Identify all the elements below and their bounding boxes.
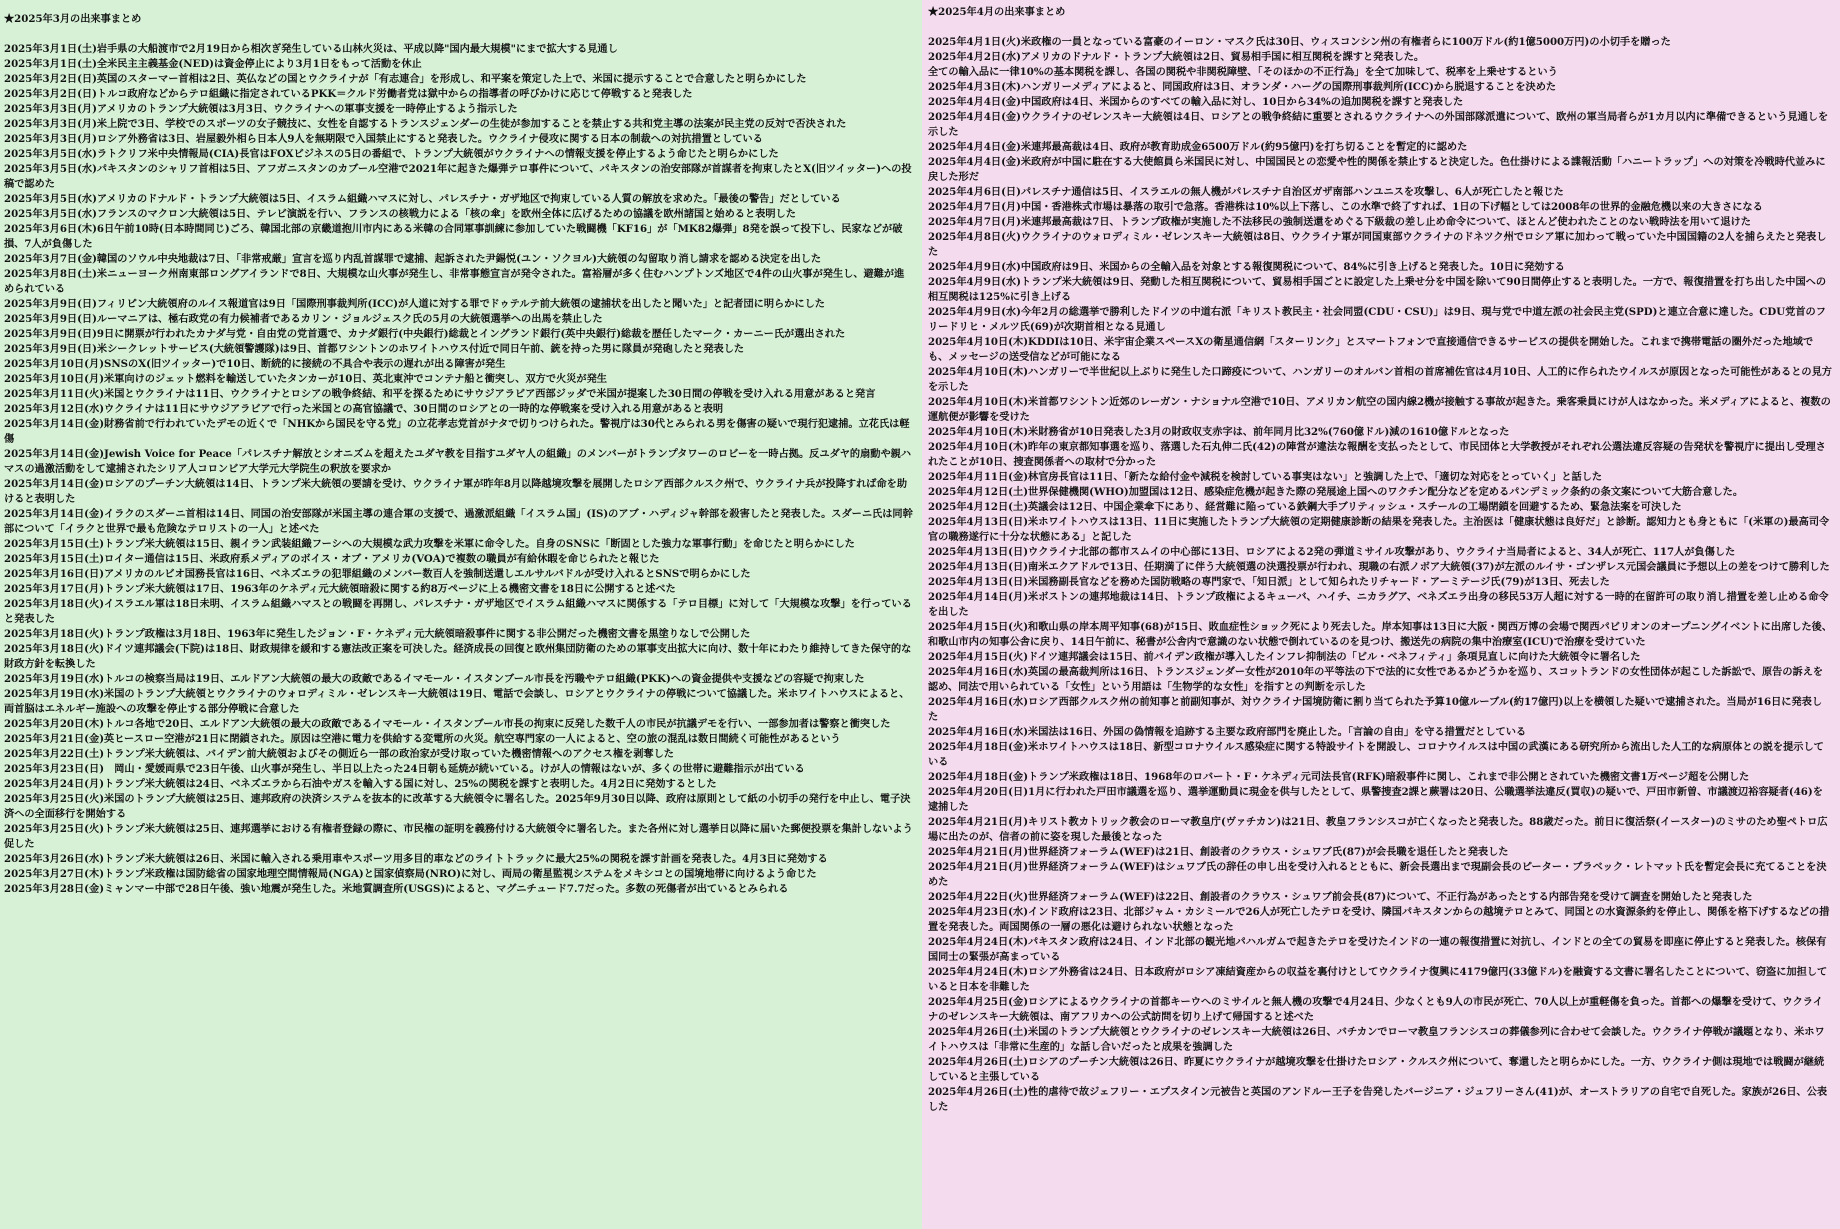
april-entry: 2025年4月24日(木)ロシア外務省は24日、日本政府がロシア凍結資産からの収益を裏付けとしてウクライナ復興に4179億円(33億ドル)を融資する文書に署名したことについて、窃盗に加担していると日本を非難した [928,966,1828,993]
march-entry: 2025年3月7日(金)韓国のソウル中央地裁は7日、「非常戒厳」宣言を巡り内乱首謀罪で逮捕、起訴された尹錫悦(ユン・ソクヨル)大統領の勾留取り消し請求を認める決定を出した [4,253,822,265]
march-entry: 2025年3月9日(日)9日に開票が行われたカナダ与党・自由党の党首選で、カナダ銀行(中央銀行)総裁とイングランド銀行(英中央銀行)総裁を歴任したマーク・カーニー氏が選出された [4,328,846,340]
april-entry: 2025年4月26日(土)性的虐待で故ジェフリー・エプスタイン元被告と英国のアンドルー王子を告発したバージニア・ジュフリーさん(41)が、オーストラリアの自宅で自死した。家族が26日、公表した [928,1086,1828,1113]
march-entry: 2025年3月14日(金)イラクのスダーニ首相は14日、同国の治安部隊が米国主導の連合軍の支援で、過激派組織「イスラム国」(IS)のアブ・ハディジャ幹部を殺害したと発表した。スダーニ氏は同幹部について「イラクと世界で最も危険なテロリストの一人」と述べた [4,508,913,535]
march-heading: ★2025年3月の出来事まとめ [4,13,142,25]
april-entry: 2025年4月11日(金)林官房長官は11日、「新たな給付金や減税を検討している事実はない」と強調した上で、「適切な対応をとっていく」と話した [928,471,1603,483]
march-entry: 2025年3月3日(月)アメリカのトランプ大統領は3月3日、ウクライナへの軍事支援を一時停止するよう指示した [4,103,518,115]
march-entry: 2025年3月28日(金)ミャンマー中部で28日午後、強い地震が発生した。米地質調査所(USGS)によると、マグニチュード7.7だった。多数の死傷者が出ているとみられる [4,883,789,895]
april-entry: 2025年4月13日(日)米国務副長官などを務めた国防戦略の専門家で、「知日派」として知られたリチャード・アーミテージ氏(79)が13日、死去した [928,576,1610,588]
march-entry: 2025年3月5日(水)フランスのマクロン大統領は5日、テレビ演説を行い、フランスの核戦力による「核の傘」を欧州全体に広げるための協議を欧州諸国と始めると表明した [4,208,796,220]
april-entry: 2025年4月10日(木)KDDIは10日、米宇宙企業スペースXの衛星通信網「スターリンク」とスマートフォンで直接通信できるサービスの提供を開始した。これまで携帯電話の圏外だった地域でも、メッセージの送受信などが可能になる [928,336,1814,363]
march-entry: 2025年3月18日(火)ドイツ連邦議会(下院)は18日、財政規律を緩和する憲法改正案を可決した。経済成長の回復と欧州集団防衛のための軍事支出拡大に向け、数十年にわたり維持してきた保守的な財政方針を転換した [4,643,912,670]
april-entry: 2025年4月15日(火)ドイツ連邦議会は15日、前バイデン政権が導入したインフレ抑制法の「ビル・ベネフィティ」条項見直しに向けた大統領令に署名した [928,651,1641,663]
april-entry: 2025年4月22日(火)世界経済フォーラム(WEF)は22日、創設者のクラウス・シュワブ前会長(87)について、不正行為があったとする内部告発を受けて調査を開始したと発表した [928,891,1753,903]
march-entry: 2025年3月9日(日)米シークレットサービス(大統領警護隊)は9日、首都ワシントンのホワイトハウス付近で同日午前、銃を持った男に隊員が発砲したと発表した [4,343,745,355]
april-entry: 2025年4月4日(金)米連邦最高裁は4日、政府が教育助成金6500万ドル(約95億円)を打ち切ることを暫定的に認めた [928,141,1468,153]
march-entry: 2025年3月2日(日)英国のスターマー首相は2日、英仏などの国とウクライナが「有志連合」を形成し、和平案を策定した上で、米国に提示することで合意したと明らかにした [4,73,807,85]
april-entry: 2025年4月14日(月)米ボストンの連邦地裁は14日、トランプ政権によるキューバ、ハイチ、ニカラグア、ベネズエラ出身の移民53万人超に対する一時的在留許可の取り消し措置を差し止める命令を出した [928,591,1829,618]
april-entry: 2025年4月20日(日)1月に行われた戸田市議選を巡り、選挙運動員に現金を供与したとして、県警捜査2課と蕨署は20日、公職選挙法違反(買収)の疑いで、戸田市新曽、市議渡辺裕容疑者(46)を逮捕した [928,786,1823,813]
april-entry: 2025年4月4日(金)ウクライナのゼレンスキー大統領は4日、ロシアとの戦争終結に重要とされるウクライナへの外国部隊派遣について、欧州の軍当局者らが1カ月以内に準備できるという見通しを示した [928,111,1829,138]
april-entry: 2025年4月4日(金)中国政府は4日、米国からのすべての輸入品に対し、10日から34%の追加関税を課すと発表した [928,96,1464,108]
march-entry: 2025年3月9日(日)フィリピン大統領府のルイス報道官は9日「国際刑事裁判所(ICC)が人道に対する罪でドゥテルテ前大統領の逮捕状を出したと聞いた」と記者団に明らかにした [4,298,825,310]
march-entry: 2025年3月15日(土)トランプ米大統領は15日、親イラン武装組織フーシへの大規模な武力攻撃を米軍に命令した。自身のSNSに「断固とした強力な軍事行動」を命じたと明らかにした [4,538,855,550]
april-entry: 2025年4月12日(土)英議会は12日、中国企業傘下にあり、経営難に陥っている鉄鋼大手ブリティッシュ・スチールの工場閉鎖を回避するため、緊急法案を可決した [928,501,1682,513]
march-entry: 2025年3月15日(土)ロイター通信は15日、米政府系メディアのボイス・オブ・アメリカ(VOA)で複数の職員が有給休暇を命じられたと報じた [4,553,660,565]
april-entry: 2025年4月1日(火)米政権の一員となっている富豪のイーロン・マスク氏は30日、ウィスコンシン州の有権者らに100万ドル(約1億5000万円)の小切手を贈った [928,36,1671,48]
april-entry: 2025年4月10日(木)米首都ワシントン近郊のレーガン・ナショナル空港で10日、アメリカン航空の国内線2機が接触する事故が起きた。乗客乗員にけが人はなかった。米メディアによると、複数の運航便が影響を受けた [928,396,1831,423]
april-entry: 2025年4月6日(日)パレスチナ通信は5日、イスラエルの無人機がパレスチナ自治区ガザ南部ハンユニスを攻撃し、6人が死亡したと報じた [928,186,1564,198]
march-entry: 2025年3月23日(日) 岡山・愛媛両県で23日午後、山火事が発生し、半日以上たった24日朝も延焼が続いている。けが人の情報はないが、多くの世帯に避難指示が出ている [4,763,805,775]
april-entry: 2025年4月24日(木)パキスタン政府は24日、インド北部の観光地パハルガムで起きたテロを受けたインドの一連の報復措置に対抗し、インドとの全ての貿易を即座に停止すると発表した。核保有国同士の緊張が高まっている [928,936,1827,963]
march-entry: 2025年3月18日(火)トランプ政権は3月18日、1963年に発生したジョン・F・ケネディ元大統領暗殺事件に関する非公開だった機密文書を黒塗りなしで公開した [4,628,751,640]
march-entry: 2025年3月10日(月)SNSのX(旧ツイッター)で10日、断続的に接続の不具合や表示の遅れが出る障害が発生 [4,358,506,370]
april-entry: 2025年4月9日(水)今年2月の総選挙で勝利したドイツの中道右派「キリスト教民主・社会同盟(CDU・CSU)」は9日、現与党で中道左派の社会民主党(SPD)と連立合意に達した。CDU党首のフリードリヒ・メルツ氏(69)が次期首相となる見通し [928,306,1826,333]
april-entry: 2025年4月13日(日)米ホワイトハウスは13日、11日に実施したトランプ大統領の定期健康診断の結果を発表した。主治医は「健康状態は良好だ」と診断。認知力とも身ともに「(米軍の)最高司令官の職務遂行に十分な状態にある」と記した [928,516,1830,543]
march-entry: 2025年3月14日(金)Jewish Voice for Peace「パレスチナ解放とシオニズムを超えたユダヤ教を目指すユダヤ人の組織」のメンバーがトランプタワーのロビーを一時占拠。反ユダヤ的扇動や親ハマスの過激活動をして逮捕されたシリア人コロンビア大学元大学院生の釈放を要求か [4,448,912,475]
march-entry: 2025年3月17日(月)トランプ米大統領は17日、1963年のケネディ元大統領暗殺に関する約8万ページに上る機密文書を18日に公開すると述べた [4,583,676,595]
april-entry: 2025年4月12日(土)世界保健機関(WHO)加盟国は12日、感染症危機が起きた際の発展途上国へのワクチン配分などを定めるパンデミック条約の条文案について大筋合意した。 [928,486,1744,498]
march-entry: 2025年3月18日(火)イスラエル軍は18日未明、イスラム組織ハマスとの戦闘を再開し、パレスチナ・ガザ地区でイスラム組織ハマスに関係する「テロ目標」に対して「大規模な攻撃」を行っていると発表した [4,598,912,625]
april-column [922,0,1840,1229]
march-entry: 2025年3月5日(水)パキスタンのシャリフ首相は5日、アフガニスタンのカブール空港で2021年に起きた爆弾テロ事件について、パキスタンの治安部隊が首謀者を拘束したとX(旧ツイッター)への投稿で認めた [4,163,912,190]
april-entry: 2025年4月4日(金)米政府が中国に駐在する大使館員ら米国民に対し、中国国民との恋愛や性的関係を禁止すると決定した。色仕掛けによる諜報活動「ハニートラップ」への対策を冷戦時代並みに戻した形だ [928,156,1826,183]
april-entry-list [928,35,1832,1115]
march-entry: 2025年3月21日(金)英ヒースロー空港が21日に閉鎖された。原因は空港に電力を供給する変電所の火災。航空専門家の一人によると、空の旅の混乱は数日間続く可能性があるという [4,733,841,745]
april-entry: 2025年4月7日(月)中国・香港株式市場は暴落の取引で急落。香港株は10%以上下落し、この水準で終了すれば、1日の下げ幅としては2008年の世界的金融危機以来の大きさになる [928,201,1763,213]
march-entry: 2025年3月3日(月)ロシア外務省は3日、岩屋毅外相ら日本人9人を無期限で入国禁止にすると発表した。ウクライナ侵攻に関する日本の制裁への対抗措置としている [4,133,763,145]
april-entry: 2025年4月18日(金)米ホワイトハウスは18日、新型コロナウイルス感染症に関する特設サイトを開設し、コロナウイルスは中国の武漢にある研究所から流出した人工的な病原体との説を提示している [928,741,1824,768]
march-entry-list [4,42,914,897]
april-entry: 2025年4月9日(水)中国政府は9日、米国からの全輸入品を対象とする報復関税について、84%に引き上げると発表した。10日に発効する [928,261,1565,273]
march-entry: 2025年3月8日(土)米ニューヨーク州南東部ロングアイランドで8日、大規模な山火事が発生し、非常事態宣言が発令された。富裕層が多く住むハンプトンズ地区で4件の山火事が発生し、避難が進められている [4,268,905,295]
april-entry: 2025年4月21日(月)世界経済フォーラム(WEF)は21日、創設者のクラウス・シュワブ氏(87)が会長職を退任したと発表した [928,846,1509,858]
april-entry: 2025年4月8日(火)ウクライナのウォロディミル・ゼレンスキー大統領は8日、ウクライナ軍が同国東部ウクライナのドネツク州でロシア軍に加わって戦っていた中国国籍の2人を捕らえたと発表した [928,231,1827,258]
april-entry: 2025年4月10日(木)昨年の東京都知事選を巡り、落選した石丸伸二氏(42)の陣営が違法な報酬を支払ったとして、市民団体と大学教授がそれぞれ公選法違反容疑の告発状を警視庁に提出し受理されたことが10日、捜査関係者への取材で分かった [928,441,1826,468]
march-entry: 2025年3月25日(火)米国のトランプ大統領は25日、連邦政府の決済システムを抜本的に改革する大統領令に署名した。2025年9月30日以降、政府は原則として紙の小切手の発行を中止し、電子決済への全面移行を開始する [4,793,911,820]
march-entry: 2025年3月22日(土)トランプ米大統領は、バイデン前大統領およびその側近ら一部の政治家が受け取っていた機密情報へのアクセス権を剥奪した [4,748,674,760]
april-entry: 2025年4月10日(木)ハンガリーで半世紀以上ぶりに発生した口蹄疫について、ハンガリーのオルバン首相の首席補佐官は4月10日、人工的に作られたウイルスが原因となった可能性があるとの見方を示した [928,366,1832,393]
march-entry: 2025年3月10日(月)米軍向けのジェット燃料を輸送していたタンカーが10日、英北東沖でコンテナ船と衝突し、双方で火災が発生 [4,373,607,385]
april-entry: 2025年4月25日(金)ロシアによるウクライナの首都キーウへのミサイルと無人機の攻撃で4月24日、少なくとも9人の市民が死亡、70人以上が重軽傷を負った。首都への爆撃を受けて、ウクライナのゼレンスキー大統領は、南アフリカへの公式訪問を切り上げて帰国すると述べた [928,996,1823,1023]
march-entry: 2025年3月19日(水)トルコの検察当局は19日、エルドアン大統領の最大の政敵であるイマモール・イスタンブール市長を汚職やテロ組織(PKK)への資金提供や支援などの容疑で拘束した [4,673,865,685]
april-entry: 2025年4月21日(月)キリスト教カトリック教会のローマ教皇庁(ヴァチカン)は21日、教皇フランシスコが亡くなったと発表した。88歳だった。前日に復活祭(イースター)のミサのため聖ペトロ広場に出たのが、信者の前に姿を現した最後となった [928,816,1828,843]
april-entry: 2025年4月18日(金)トランプ米政権は18日、1968年のロバート・F・ケネディ元司法長官(RFK)暗殺事件に関し、これまで非公開とされていた機密文書1万ページ超を公開した [928,771,1750,783]
march-entry: 2025年3月1日(土)岩手県の大船渡市で2月19日から相次ぎ発生している山林火災は、平成以降"国内最大規模"にまで拡大する見通し [4,43,618,55]
march-entry: 2025年3月2日(日)トルコ政府などからテロ組織に指定されているPKK＝クルド労働者党は獄中からの指導者の呼びかけに応じて停戦すると発表した [4,88,693,100]
april-entry: 2025年4月21日(月)世界経済フォーラム(WEF)はシュワブ氏の辞任の申し出を受け入れるとともに、新会長選出まで現副会長のピーター・ブラベック・レトマット氏を暫定会長に充てることを決めた [928,861,1827,888]
april-entry: 2025年4月10日(木)米財務省が10日発表した3月の財政収支赤字は、前年同月比32%(760億ドル)減の1610億ドルとなった [928,426,1510,438]
april-entry: 2025年4月16日(水)英国の最高裁判所は16日、トランスジェンダー女性が2010年の平等法の下で法的に女性であるかどうかを巡り、スコットランドの女性団体が起こした訴訟で、原告の訴えを認め、同法で用いられている「女性」という用語は「生物学的な女性」を指すとの判断を示した [928,666,1824,693]
march-entry: 2025年3月24日(月)トランプ米大統領は24日、ベネズエラから石油やガスを輸入する国に対し、25%の関税を課すと表明した。4月2日に発効するとした [4,778,717,790]
march-entry: 2025年3月1日(土)全米民主主義基金(NED)は資金停止により3月1日をもって活動を休止 [4,58,422,70]
april-entry: 2025年4月16日(水)ロシア西部クルスク州の前知事と前副知事が、対ウクライナ国境防衛に割り当てられた予算10億ルーブル(約17億円)以上を横領した疑いで逮捕された。当局が16日に発表した [928,696,1823,723]
april-entry: 2025年4月7日(月)米連邦最高裁は7日、トランプ政権が実施した不法移民の強制送還をめぐる下級裁の差し止め命令について、ほとんど使われたことのない戦時法を用いて退けた [928,216,1751,228]
march-entry: 2025年3月5日(水)ラトクリフ米中央情報局(CIA)長官はFOXビジネスの5日の番組で、トランプ大統領がウクライナへの情報支援を停止するよう命じたと明らかにした [4,148,779,160]
march-entry: 2025年3月5日(水)アメリカのドナルド・トランプ大統領は5日、イスラム組織ハマスに対し、パレスチナ・ガザ地区で拘束している人質の解放を求めた。「最後の警告」だとしている [4,193,841,205]
april-entry: 2025年4月13日(日)南米エクアドルで13日、任期満了に伴う大統領選の決選投票が行われ、現職の右派ノボア大統領(37)が左派のルイサ・ゴンザレス元国会議員に予想以上の差をつけて勝利した [928,561,1830,573]
march-entry: 2025年3月14日(金)ロシアのプーチン大統領は14日、トランプ米大統領の要請を受け、ウクライナ軍が昨年8月以降越境攻撃を展開したロシア西部クルスク州で、ウクライナ兵が投降すれば命を助けると表明した [4,478,908,505]
april-entry: 2025年4月2日(水)アメリカのドナルド・トランプ大統領は2日、貿易相手国に相互関税を課すと発表した。 [928,51,1425,63]
march-entry: 2025年3月16日(日)アメリカのルビオ国務長官は16日、ベネズエラの犯罪組織のメンバー数百人を強制送還しエルサルバドルが受け入れるとSNSで明らかにした [4,568,751,580]
march-entry: 2025年3月25日(火)トランプ米大統領は25日、連邦選挙における有権者登録の際に、市民権の証明を義務付ける大統領令に署名した。また各州に対し選挙日以降に届いた郵便投票を集計しないよう促した [4,823,913,850]
march-entry: 2025年3月3日(月)米上院で3日、学校でのスポーツの女子競技に、女性を自認するトランスジェンダーの生徒が参加することを禁止する共和党主導の法案が民主党の反対で否決された [4,118,847,130]
april-entry: 2025年4月13日(日)ウクライナ北部の都市スムイの中心部に13日、ロシアによる2発の弾道ミサイル攻撃があり、ウクライナ当局者によると、34人が死亡、117人が負傷した [928,546,1736,558]
march-entry: 2025年3月11日(火)米国とウクライナは11日、ウクライナとロシアの戦争終結、和平を探るためにサウジアラビア西部ジッダで米国が提案した30日間の停戦を受け入れる用意があると発言 [4,388,876,400]
april-entry: 2025年4月26日(土)米国のトランプ大統領とウクライナのゼレンスキー大統領は26日、バチカンでローマ教皇フランシスコの葬儀参列に合わせて会談した。ウクライナ停戦が議題となり、米ホワイトハウスは「非常に生産的」な話し合いだったと成果を強調した [928,1026,1825,1053]
april-entry: 2025年4月3日(木)ハンガリーメディアによると、同国政府は3日、オランダ・ハーグの国際刑事裁判所(ICC)から脱退することを決めた [928,81,1557,93]
april-entry: 2025年4月23日(水)インド政府は23日、北部ジャム・カシミールで26人が死亡したテロを受け、隣国パキスタンからの越境テロとみて、同国との水資源条約を停止し、関係を格下げするなどの措置を発表した。両国関係の一層の悪化は避けられない状態となった [928,906,1830,933]
march-entry: 2025年3月14日(金)財務省前で行われていたデモの近くで「NHKから国民を守る党」の立花孝志党首がナタで切りつけられた。警視庁は30代とみられる男を傷害の疑いで現行犯逮捕。立花氏は軽傷 [4,418,910,445]
march-entry: 2025年3月19日(水)米国のトランプ大統領とウクライナのウォロディミル・ゼレンスキー大統領は19日、電話で会談し、ロシアとウクライナの停戦について協議した。米ホワイトハウスによると、両首脳はエネルギー施設への攻撃を停止する部分停戦に合意した [4,688,910,715]
march-entry: 2025年3月26日(水)トランプ米大統領は26日、米国に輸入される乗用車やスポーツ用多目的車などのライトトラックに最大25%の関税を課す計画を発表した。4月3日に発効する [4,853,828,865]
april-entry: 2025年4月9日(水)トランプ米大統領は9日、発動した相互関税について、貿易相手国ごとに設定した上乗せ分を中国を除いて90日間停止すると表明した。一方で、報復措置を打ち出した中国への相互関税は125%に引き上げる [928,276,1827,303]
april-entry: 2025年4月16日(水)米国法は16日、外国の偽情報を追跡する主要な政府部門を廃止した。「言論の自由」を守る措置だとしている [928,726,1527,738]
march-entry: 2025年3月12日(水)ウクライナは11日にサウジアラビアで行った米国との高官協議で、30日間のロシアとの一時的な停戦案を受け入れる用意があると表明 [4,403,724,415]
april-entry: 全ての輸入品に一律10%の基本関税を課し、各国の関税や非関税障壁、「そのほかの不正行為」を全て加味して、税率を上乗せするという [928,66,1558,78]
april-heading: ★2025年4月の出来事まとめ [928,6,1066,18]
march-entry: 2025年3月6日(木)6日午前10時(日本時間同じ)ごろ、韓国北部の京畿道抱川市内にある米韓の合同軍事訓練に参加していた戦闘機「KF16」が「MK82爆弾」8発を誤って投下し、民家などが破損、7人が負傷した [4,223,903,250]
april-entry: 2025年4月26日(土)ロシアのプーチン大統領は26日、昨夏にウクライナが越境攻撃を仕掛けたロシア・クルスク州について、奪還したと明らかにした。一方、ウクライナ側は現地では戦闘が継続していると主張している [928,1056,1825,1083]
march-entry: 2025年3月9日(日)ルーマニアは、極右政党の有力候補者であるカリン・ジョルジェスク氏の5月の大統領選挙への出馬を禁止した [4,313,603,325]
april-entry: 2025年4月15日(火)和歌山県の岸本周平知事(68)が15日、敗血症性ショック死により死去した。岸本知事は13日に大阪・関西万博の会場で関西パビリオンのオープニングイベントに出席した後、和歌山市内の知事公舎に戻り、14日午前に、秘書が公舎内で意識のない状態で倒れているのを見つけ、搬送先の病院の集中治療室(ICU)で治療を受けていた [928,621,1833,648]
march-entry: 2025年3月20日(木)トルコ各地で20日、エルドアン大統領の最大の政敵であるイマモール・イスタンブール市長の拘束に反発した数千人の市民が抗議デモを行い、一部参加者は警察と衝突した [4,718,891,730]
march-entry: 2025年3月27日(木)トランプ米政権は国防総省の国家地理空間情報局(NGA)と国家偵察局(NRO)に対し、両局の衛星監視システムをメキシコとの国境地帯に向けるよう命じた [4,868,817,880]
